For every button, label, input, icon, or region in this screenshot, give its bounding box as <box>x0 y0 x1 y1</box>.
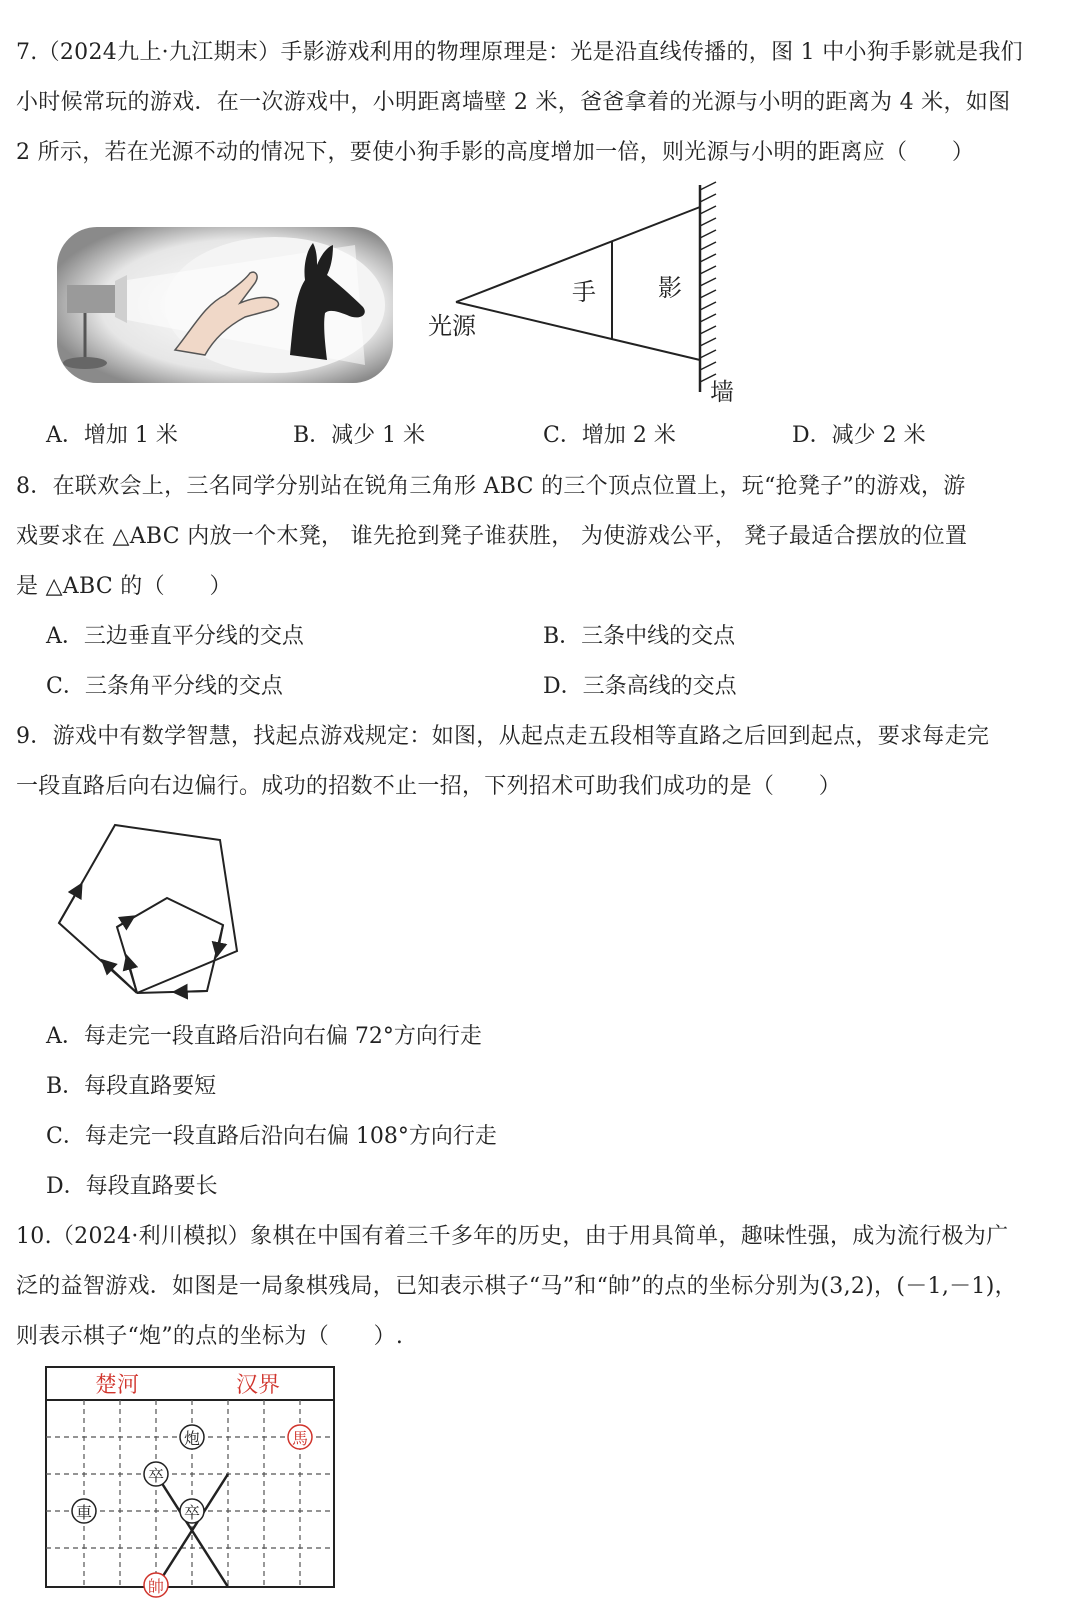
q8-option-b[interactable]: B．三条中线的交点 <box>543 624 736 649</box>
piece-zu-2 <box>180 1499 204 1523</box>
svg-text:車: 車 <box>75 1503 93 1522</box>
q10-line-3: 则表示棋子“炮”的点的坐标为（ ）. <box>16 1324 404 1349</box>
q8-option-a[interactable]: A．三边垂直平分线的交点 <box>46 624 304 649</box>
svg-text:帥: 帥 <box>147 1577 165 1596</box>
q9-option-a[interactable]: A．每走完一段直路后沿向右偏 72°方向行走 <box>46 1024 482 1049</box>
q8-line-2: 戏要求在 △ABC 内放一个木凳， 谁先抢到凳子谁获胜， 为使游戏公平， 凳子最适合摆放的位置 <box>16 524 968 549</box>
piece-ma <box>288 1425 312 1449</box>
q8-option-d[interactable]: D．三条高线的交点 <box>543 674 737 699</box>
label-shadow: 影 <box>658 274 682 302</box>
q7-option-b[interactable]: B．减少 1 米 <box>293 423 426 448</box>
label-wall: 墙 <box>710 378 734 406</box>
q7-option-c[interactable]: C．增加 2 米 <box>543 423 676 448</box>
svg-text:卒: 卒 <box>147 1466 165 1485</box>
q10-line-1: 10.（2024·利川模拟）象棋在中国有着三千多年的历史，由于用具简单，趣味性强，成为流行极为广 <box>16 1224 1009 1249</box>
q7-line-3: 2 所示，若在光源不动的情况下，要使小狗手影的高度增加一倍，则光源与小明的距离应（ ） <box>16 140 975 165</box>
q9-option-b[interactable]: B．每段直路要短 <box>46 1074 217 1099</box>
q8-line-1: 8．在联欢会上，三名同学分别站在锐角三角形 ABC 的三个顶点位置上，玩“抢凳子”的游戏，游 <box>16 474 966 499</box>
q9-option-d[interactable]: D．每段直路要长 <box>46 1174 218 1199</box>
piece-ju <box>72 1499 96 1523</box>
q9-line-1: 9．游戏中有数学智慧，找起点游戏规定：如图，从起点走五段相等直路之后回到起点，要求每走完 <box>16 724 990 749</box>
label-light-source: 光源 <box>428 312 476 340</box>
hand-shadow-illustration <box>55 225 395 385</box>
q7-line-2: 小时候常玩的游戏．在一次游戏中，小明距离墙壁 2 米，爸爸拿着的光源与小明的距离为 4 米，如图 <box>16 90 1011 115</box>
label-hand: 手 <box>572 278 596 306</box>
q7-option-d[interactable]: D．减少 2 米 <box>792 423 926 448</box>
svg-text:炮: 炮 <box>183 1429 201 1448</box>
q7-line-1: 7.（2024九上·九江期末）手影游戏利用的物理原理是：光是沿直线传播的，图 1 中小狗手影就是我们 <box>16 40 1023 65</box>
wall-hatching <box>700 182 716 382</box>
river-left-label: 楚河 <box>95 1373 140 1398</box>
light-wall-diagram <box>420 180 750 410</box>
river-right-label: 汉界 <box>236 1373 281 1398</box>
piece-shuai <box>144 1573 168 1597</box>
pentagon-path-diagram <box>55 815 255 1005</box>
q9-option-c[interactable]: C．每走完一段直路后沿向右偏 108°方向行走 <box>46 1124 497 1149</box>
piece-zu-1 <box>144 1462 168 1486</box>
chess-board-diagram <box>40 1362 350 1600</box>
piece-pao <box>180 1425 204 1449</box>
q10-line-2: 泛的益智游戏．如图是一局象棋残局，已知表示棋子“马”和“帥”的点的坐标分别为(3,2)，(－1,－1)， <box>16 1274 1017 1299</box>
q9-line-2: 一段直路后向右边偏行。成功的招数不止一招，下列招术可助我们成功的是（ ） <box>16 774 842 799</box>
svg-text:卒: 卒 <box>183 1503 201 1522</box>
q8-line-3: 是 △ABC 的（ ） <box>16 574 232 599</box>
svg-text:馬: 馬 <box>291 1429 309 1448</box>
q7-option-a[interactable]: A．增加 1 米 <box>46 423 178 448</box>
q8-option-c[interactable]: C．三条角平分线的交点 <box>46 674 283 699</box>
